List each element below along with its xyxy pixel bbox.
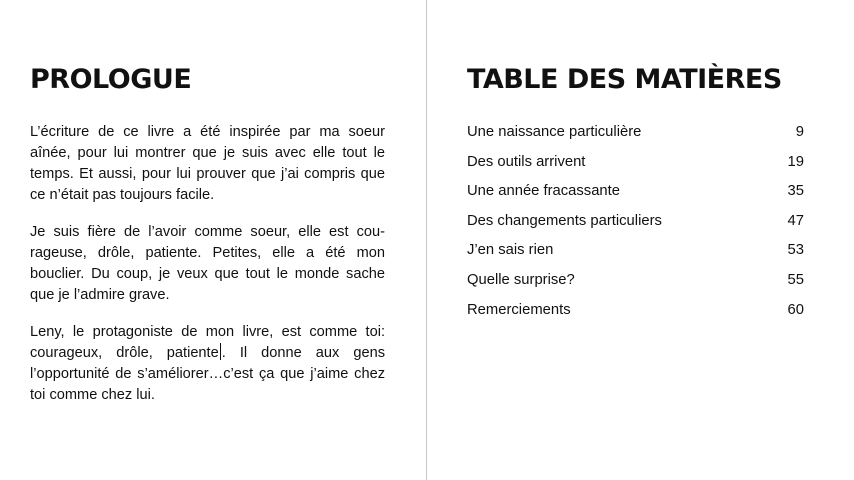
toc-item[interactable] xyxy=(467,268,804,298)
toc-list xyxy=(467,120,804,327)
prologue-paragraph-3-start: Leny, le protagoniste de mon livre, est comme toi: courageux, drôle, patiente xyxy=(30,324,385,361)
toc-item-title: Des changements particuliers xyxy=(467,212,662,229)
toc-item-page: 19 xyxy=(787,153,804,170)
toc-item-page: 53 xyxy=(787,242,804,259)
toc-item-title: Remerciements xyxy=(467,301,571,318)
toc-item-page: 60 xyxy=(787,301,804,318)
prologue-paragraph-2: Je suis fière de l’avoir comme soeur, elle est courageuse, drôle, patiente. Petites, elle a été mon bouclier. Du coup, je veux que tout le monde sache que je l’admire grave. xyxy=(30,224,385,303)
prologue-paragraph-3 xyxy=(30,322,385,406)
toc-item-title: Une naissance particulière xyxy=(467,124,642,140)
toc-item[interactable] xyxy=(467,120,804,150)
toc-item-title: Des outils arrivent xyxy=(467,153,586,170)
prologue-paragraph-1: L’écriture de ce livre a été inspirée par ma soeur aînée, pour lui montrer que je suis avec elle tout le temps. Et aussi, pour lui prouver que j’ai compris que ce n’était pas toujours facile. xyxy=(30,124,385,203)
toc-item[interactable] xyxy=(467,298,804,328)
toc-item-page: 55 xyxy=(787,271,804,288)
toc-item[interactable] xyxy=(467,209,804,239)
toc-item-page: 47 xyxy=(787,212,804,229)
text-cursor xyxy=(220,343,221,360)
toc-item[interactable] xyxy=(467,179,804,209)
toc-item-title: Une année fracassante xyxy=(467,183,621,200)
toc-heading: TABLE DES MATIÈRES xyxy=(467,64,782,95)
toc-item-page: 9 xyxy=(795,124,804,140)
toc-item[interactable] xyxy=(467,150,804,180)
prologue-heading: PROLOGUE xyxy=(30,64,192,95)
toc-item-title: Quelle surprise? xyxy=(467,271,575,288)
prologue-text-box[interactable] xyxy=(30,122,385,406)
toc-item-page: 35 xyxy=(787,183,804,200)
toc-item[interactable] xyxy=(467,238,804,268)
toc-item-title: J’en sais rien xyxy=(467,242,554,259)
table-of-contents-page xyxy=(427,0,854,480)
prologue-paragraph-3-end: . Il donne aux gens l’opportunité de s’améliorer…c’est ça que j’aime chez toi comme chez lui. xyxy=(30,345,385,403)
